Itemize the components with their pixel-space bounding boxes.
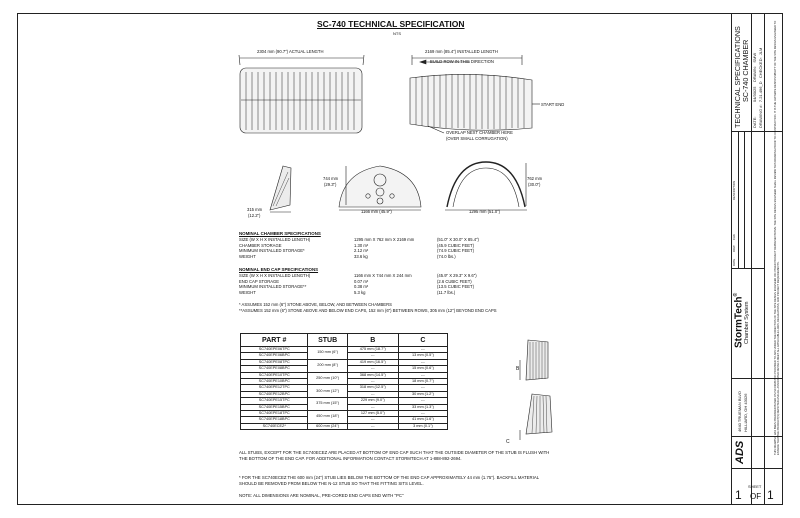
dimensions-note: NOTE: ALL DIMENSIONS ARE NOMINAL, PRE-CORED END CAPS END WITH "PC"	[239, 493, 404, 498]
dimension-c-label: C	[506, 439, 510, 445]
table-cell: SC740EPE08TPC	[241, 359, 308, 365]
table-cell: ---	[398, 372, 447, 378]
endcap-height-mm: 744 mm	[323, 176, 339, 181]
table-cell: ---	[398, 359, 447, 365]
chamber-spec-imperial-col: (51.0" X 30.0" X 85.4") (45.9 CUBIC FEET) (74.9 CUBIC FEET) (74.0 lbs.)	[437, 237, 479, 259]
chamber-spec-label-col: SIZE (W X H X INSTALLED LENGTH) CHAMBER STORAGE MINIMUM INSTALLED STORAGE* WEIGHT	[239, 237, 311, 259]
table-cell: 368 mm (14.5")	[347, 372, 398, 378]
rev-header-description: DESCRIPTION	[732, 180, 736, 200]
table-cell: 13 mm (0.5")	[398, 353, 447, 359]
table-cell: 475 mm (18.7")	[347, 347, 398, 353]
address-line-2: HILLIARD, OH 43026	[743, 393, 748, 432]
chamber-spec-metric-col: 1295 mm X 762 mm X 2169 mm 1.30 m³ 2.12 m³ 33.6 kg	[354, 237, 415, 259]
checked-label: CHECKED:	[758, 57, 763, 79]
assumption-note-1: * ASSUMES 152 mm (6") STONE ABOVE, BELOW, AND BETWEEN CHAMBERS	[239, 302, 392, 307]
endcap-width-label: 1166 mm (45.9")	[361, 209, 392, 214]
chamber-width-label: 1295 mm (51.0")	[469, 209, 501, 214]
date-value: 04/30/25	[752, 86, 757, 103]
table-cell: 3 mm (0.1")	[398, 423, 447, 429]
table-cell: SC740ECEZ*	[241, 423, 308, 429]
table-cell: 200 mm (8")	[308, 359, 347, 372]
table-cell: SC740EPE18TPC	[241, 411, 308, 417]
rev-header-drw: DRW	[732, 245, 736, 252]
table-cell: SC740EPE10BPC	[241, 379, 308, 385]
overlap-label-1: OVERLAP NEXT CHAMBER HERE	[446, 130, 513, 135]
drawing-number-field	[758, 48, 763, 128]
table-cell: ---	[398, 347, 447, 353]
table-cell: SC740EPE18BPC	[241, 417, 308, 423]
chamber-height-mm: 762 mm	[527, 176, 543, 181]
scale-label: NTS	[393, 31, 401, 36]
overlap-label-2: (OVER SMALL CORRUGATION)	[446, 136, 508, 141]
table-cell: ---	[347, 423, 398, 429]
drawing-title-1: TECHNICAL SPECIFICATIONS	[733, 26, 742, 128]
installed-length-label: 2169 mm (85.4") INSTALLED LENGTH	[425, 49, 498, 54]
col-header-part: PART #	[241, 334, 308, 347]
table-cell: ---	[347, 404, 398, 410]
table-cell: 15 mm (0.6")	[398, 366, 447, 372]
sheet-of: OF	[750, 492, 762, 501]
table-cell: 150 mm (6")	[308, 347, 347, 360]
brand-text: StormTech	[733, 296, 745, 348]
table-cell: 127 mm (5.0")	[347, 411, 398, 417]
table-cell: 419 mm (16.5")	[347, 359, 398, 365]
table-cell: ---	[398, 385, 447, 391]
build-row-label: BUILD ROW IN THIS DIRECTION	[430, 59, 494, 64]
sheet-total: 1	[767, 488, 774, 502]
table-cell: 33 mm (1.3")	[398, 404, 447, 410]
endcap-depth-mm: 315 mm	[247, 207, 263, 212]
date-field	[752, 53, 757, 128]
disclaimer-text: THIS DRAWING HAS BEEN PREPARED BASED ON INFORMATION PROVIDED TO ADS UNDER THE DIRECTION OF THE SITE DESIGN ENGINEER OR OTHER PROJECT REPRESENTATIVE. THE SITE DESIGN ENGINEER SHALL REVIEW THIS DRAWING PRIOR TO CONSTRUCTION. IT IS THE ULTIMATE RESPONSIBILITY OF THE SITE DESIGN ENGINEER TO ENSURE THAT THE PRODUCT(S) DEPICTED AND ALL ASSOCIATED DETAILS MEET ALL APPLICABLE LAWS, REGULATIONS, AND PROJECT REQUIREMENTS.	[774, 20, 780, 455]
table-cell: SC740EPE15TPC	[241, 398, 308, 404]
col-header-c: C	[398, 334, 447, 347]
table-cell: 30 mm (1.2")	[398, 391, 447, 397]
col-header-stub: STUB	[308, 334, 347, 347]
endcap-specs-heading: NOMINAL END CAP SPECIFICATIONS	[239, 267, 319, 272]
address-line-1: 4640 TRUEMAN BLVD	[737, 391, 742, 432]
table-cell: 18 mm (0.7")	[398, 379, 447, 385]
chamber-specs-heading: NOMINAL CHAMBER SPECIFICATIONS	[239, 231, 321, 236]
table-cell: SC740EPE08BPC	[241, 366, 308, 372]
table-cell: SC740EPE12TPC	[241, 385, 308, 391]
table-cell: 450 mm (18")	[308, 411, 347, 424]
actual-length-label: 2304 mm (90.7") ACTUAL LENGTH	[257, 49, 324, 54]
table-cell: ---	[347, 417, 398, 423]
table-cell: ---	[347, 353, 398, 359]
drawn-value: SMW	[752, 52, 757, 63]
dimension-b-label: B	[516, 366, 520, 372]
rev-header-date: DATE	[732, 258, 736, 266]
table-cell: 41 mm (1.6")	[398, 417, 447, 423]
table-cell: 600 mm (24")	[308, 423, 347, 429]
drawing-no-value: 7.21.496_D	[758, 81, 763, 103]
date-label: DATE:	[752, 116, 757, 128]
sc740ecez-note: * FOR THE SC740ECEZ THE 600 mm (24") STUB LIES BELOW THE BOTTOM OF THE END CAP APPROXIMATELY 44 mm (1.75"). BACKFILL MATERIAL SHOULD BE REMOVED FROM BELOW THE N-12 STUB SO THAT THE FITTING SITS LEVEL.	[239, 475, 539, 486]
stub-placement-note: ALL STUBS, EXCEPT FOR THE SC740ECEZ ARE PLACED AT BOTTOM OF END CAP SUCH THAT THE OUTSIDE DIAMETER OF THE STUB IS FLUSH WITH THE BOTTOM OF THE END CAP. FOR ADDITIONAL INFORMATION CONTACT STORMTECH AT 1-888-892-2694.	[239, 450, 550, 461]
table-cell: SC740EPE12BPC	[241, 391, 308, 397]
table-cell: 250 mm (10")	[308, 372, 347, 385]
table-cell: SC740EPE06TPC	[241, 347, 308, 353]
end-cap-stub-table	[240, 333, 448, 430]
sheet-label: SHEET	[748, 484, 762, 489]
table-cell: ---	[347, 391, 398, 397]
table-cell: ---	[398, 411, 447, 417]
table-cell: ---	[347, 366, 398, 372]
table-cell: SC740EPE06BPC	[241, 353, 308, 359]
table-cell: ---	[347, 379, 398, 385]
col-header-b: B	[347, 334, 398, 347]
sheet-number: 1	[735, 488, 742, 502]
drawing-no-label: DRAWING #:	[758, 104, 763, 128]
drawing-title-2: SC-740 CHAMBER	[741, 39, 750, 102]
ads-logo: ADS	[734, 440, 746, 464]
table-cell: 229 mm (9.0")	[347, 398, 398, 404]
table-cell: SC740EPE15BPC	[241, 404, 308, 410]
page-title: SC-740 TECHNICAL SPECIFICATION	[317, 19, 465, 29]
brand-name	[733, 293, 744, 348]
endcap-spec-metric-col: 1166 mm X 744 mm X 244 mm 0.07 m³ 0.38 m³ 5.3 kg	[354, 273, 412, 295]
brand-mark: ®	[733, 292, 739, 297]
endcap-depth-in: (12.2")	[248, 213, 261, 218]
endcap-spec-imperial-col: (45.9" X 29.3" X 9.6") (2.6 CUBIC FEET) (13.5 CUBIC FEET) (11.7 lbs.)	[437, 273, 477, 295]
assumption-note-2: **ASSUMES 152 mm (6") STONE ABOVE AND BELOW END CAPS, 152 mm (6") BETWEEN ROWS, 305 mm (12") BEYOND END CAPS	[239, 308, 497, 313]
table-cell: 318 mm (12.5")	[347, 385, 398, 391]
table-header-row	[241, 334, 448, 347]
brand-subtitle: Chamber System	[744, 301, 750, 344]
chamber-height-in: (30.0")	[528, 182, 541, 187]
table-cell: 375 mm (15")	[308, 398, 347, 411]
table-cell: 300 mm (12")	[308, 385, 347, 398]
checked-value: JLM	[758, 47, 763, 56]
endcap-height-in: (29.3")	[324, 182, 337, 187]
table-cell: ---	[398, 398, 447, 404]
table-row	[241, 423, 448, 429]
endcap-spec-label-col: SIZE (W X H X INSTALLED LENGTH) END CAP STORAGE MINIMUM INSTALLED STORAGE** WEIGHT	[239, 273, 311, 295]
rev-header-chk: CHK	[732, 234, 736, 240]
drawn-label: DRAWN:	[752, 65, 757, 83]
table-cell: SC740EPE10TPC	[241, 372, 308, 378]
start-end-label: START END	[541, 102, 565, 107]
